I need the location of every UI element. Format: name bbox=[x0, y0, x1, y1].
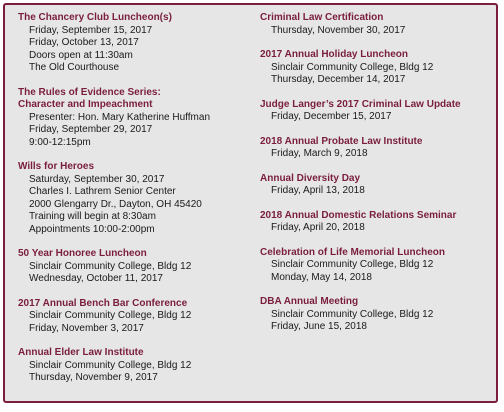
event-title: Criminal Law Certification bbox=[260, 12, 384, 23]
event-detail: Friday, September 15, 2017 bbox=[29, 24, 153, 36]
event-detail: Friday, October 13, 2017 bbox=[29, 37, 139, 48]
event-detail: Sinclair Community College, Bldg 12 bbox=[29, 310, 192, 321]
event-2018-annual-domestic-relations-seminar bbox=[260, 210, 496, 235]
event-title: 2017 Annual Bench Bar Conference bbox=[18, 297, 188, 309]
event-detail: Doors open at 11:30am bbox=[29, 49, 133, 61]
event-detail: Friday, March 9, 2018 bbox=[271, 148, 368, 159]
event-detail: Wednesday, October 11, 2017 bbox=[29, 273, 163, 284]
event-title: Celebration of Life Memorial Luncheon bbox=[260, 246, 446, 258]
event-detail: Friday, December 15, 2017 bbox=[271, 111, 392, 122]
event-title: 2018 Annual Domestic Relations Seminar bbox=[260, 209, 457, 221]
event-detail: Friday, April 13, 2018 bbox=[271, 185, 365, 196]
event-title: The Rules of Evidence Series: bbox=[18, 86, 161, 98]
left-column bbox=[18, 12, 256, 397]
right-column bbox=[260, 12, 496, 346]
event-detail: Saturday, September 30, 2017 bbox=[29, 173, 165, 185]
event-detail: Charles I. Lathrem Senior Center bbox=[29, 186, 176, 197]
events-calendar-panel bbox=[3, 3, 498, 403]
event-detail: Sinclair Community College, Bldg 12 bbox=[29, 260, 192, 272]
event-detail: Monday, May 14, 2018 bbox=[271, 271, 372, 283]
event-detail: Thursday, November 30, 2017 bbox=[271, 24, 406, 36]
event-detail: Sinclair Community College, Bldg 12 bbox=[271, 61, 434, 73]
event-celebration-of-life-memorial-luncheon bbox=[260, 247, 496, 285]
event-detail: Friday, June 15, 2018 bbox=[271, 321, 367, 332]
event-detail: Training will begin at 8:30am bbox=[29, 211, 156, 222]
event-annual-diversity-day bbox=[260, 173, 496, 198]
event-detail: 9:00-12:15pm bbox=[29, 136, 91, 148]
event-title: The Chancery Club Luncheon(s) bbox=[18, 12, 172, 23]
event-detail: Friday, April 20, 2018 bbox=[271, 222, 365, 233]
event-title: Annual Diversity Day bbox=[260, 172, 361, 184]
event-detail: Friday, September 29, 2017 bbox=[29, 124, 153, 135]
event-2018-annual-probate-law-institute bbox=[260, 136, 496, 161]
event-2017-annual-holiday-luncheon bbox=[260, 49, 496, 87]
event-wills-for-heroes bbox=[18, 161, 256, 236]
event-title: 2018 Annual Probate Law Institute bbox=[260, 135, 423, 147]
event-detail: The Old Courthouse bbox=[29, 62, 120, 73]
event-title: Judge Langer’s 2017 Criminal Law Update bbox=[260, 98, 461, 110]
event-title: Character and Impeachment bbox=[18, 99, 153, 110]
event-the-rules-of-evidence-series-character-and-impeachment bbox=[18, 87, 256, 150]
event-dba-annual-meeting bbox=[260, 296, 496, 334]
event-annual-elder-law-institute bbox=[18, 347, 256, 385]
event-detail: Appointments 10:00-2:00pm bbox=[29, 223, 155, 235]
event-50-year-honoree-luncheon bbox=[18, 248, 256, 286]
event-title: 2017 Annual Holiday Luncheon bbox=[260, 49, 408, 60]
event-detail: Sinclair Community College, Bldg 12 bbox=[271, 259, 434, 270]
event-detail: Sinclair Community College, Bldg 12 bbox=[29, 359, 192, 371]
event-judge-langer-s-2017-criminal-law-update bbox=[260, 99, 496, 124]
event-detail: 2000 Glengarry Dr., Dayton, OH 45420 bbox=[29, 198, 202, 210]
event-title: Annual Elder Law Institute bbox=[18, 347, 144, 358]
event-detail: Thursday, November 9, 2017 bbox=[29, 372, 158, 383]
event-title: 50 Year Honoree Luncheon bbox=[18, 248, 147, 259]
event-detail: Sinclair Community College, Bldg 12 bbox=[271, 308, 434, 320]
event-detail: Thursday, December 14, 2017 bbox=[271, 74, 406, 85]
event-2017-annual-bench-bar-conference bbox=[18, 298, 256, 336]
event-criminal-law-certification bbox=[260, 12, 496, 37]
event-detail: Presenter: Hon. Mary Katherine Huffman bbox=[29, 111, 211, 123]
event-title: DBA Annual Meeting bbox=[260, 296, 359, 307]
event-title: Wills for Heroes bbox=[18, 161, 95, 172]
event-the-chancery-club-luncheon-s bbox=[18, 12, 256, 75]
event-detail: Friday, November 3, 2017 bbox=[29, 322, 144, 334]
